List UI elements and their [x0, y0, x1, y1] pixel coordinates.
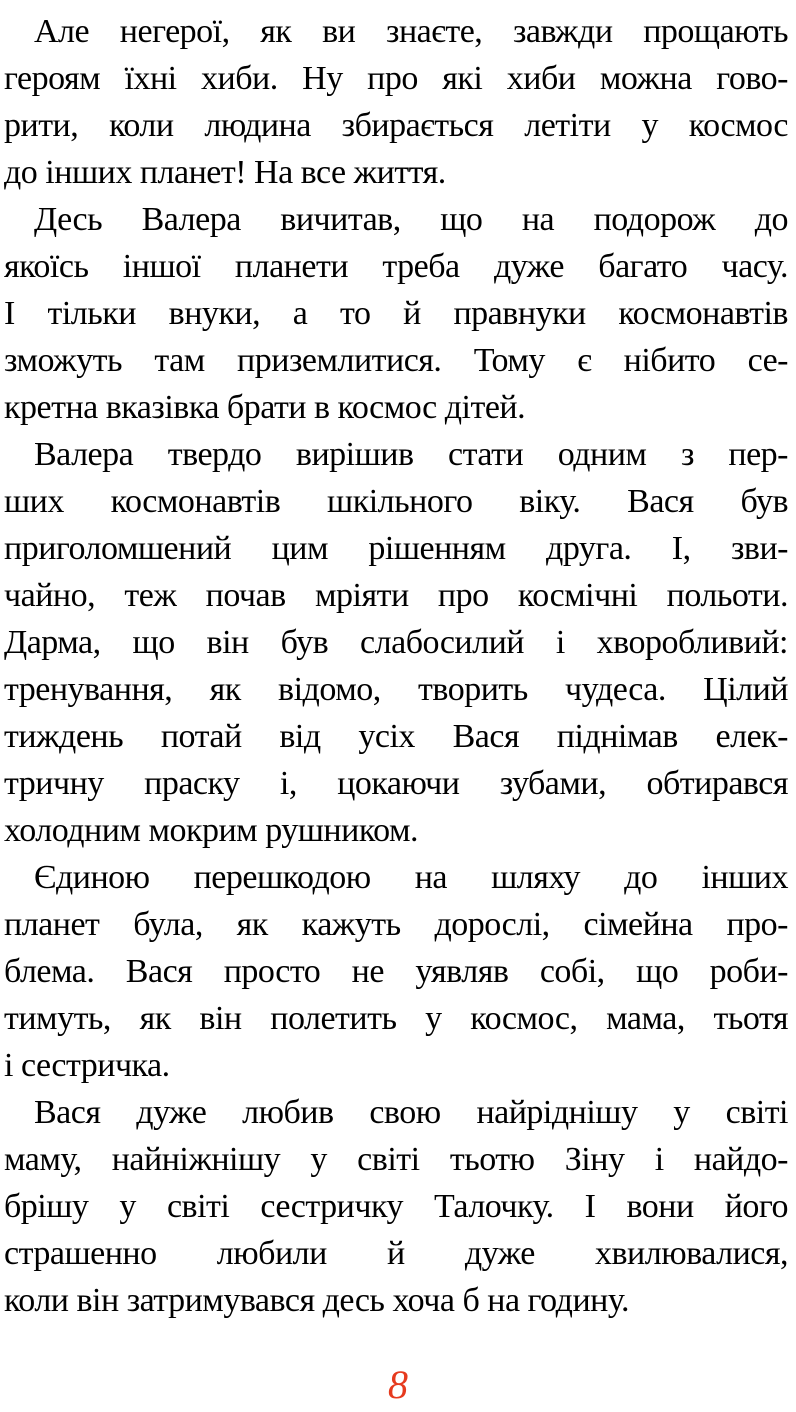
text-line: і сестричка.: [4, 1047, 170, 1084]
text-line: брішу у світі сестричку Талочку. І вони його: [4, 1188, 788, 1225]
text-line: зможуть там приземлитися. Тому є нібито се-: [4, 342, 788, 379]
text-line: тиждень потай від усіх Вася піднімав елек-: [4, 718, 788, 755]
paragraph-2: [4, 196, 788, 431]
text-line: тричну праску і, цокаючи зубами, обтирався: [4, 765, 788, 802]
text-line: маму, найніжнішу у світі тьотю Зіну і найдо-: [4, 1141, 788, 1178]
paragraph-4: [4, 854, 788, 1089]
text-line: ших космонавтів шкільного віку. Вася був: [4, 483, 788, 520]
text-line: тренування, як відомо, творить чудеса. Цілий: [4, 671, 788, 708]
text-line: кретна вказівка брати в космос дітей.: [4, 389, 526, 426]
text-line: І тільки внуки, а то й правнуки космонавтів: [4, 295, 788, 332]
text-line: тимуть, як він полетить у космос, мама, тьотя: [4, 1000, 788, 1037]
text-line: якоїсь іншої планети треба дуже багато часу.: [4, 248, 788, 285]
text-line: Єдиною перешкодою на шляху до інших: [34, 859, 788, 896]
text-line: Десь Валера вичитав, що на подорож до: [34, 201, 788, 238]
text-line: чайно, теж почав мріяти про космічні польоти.: [4, 577, 788, 614]
text-line: блема. Вася просто не уявляв собі, що роби-: [4, 953, 788, 990]
text-line: героям їхні хиби. Ну про які хиби можна гово-: [4, 60, 788, 97]
text-line: страшенно любили й дуже хвилювалися,: [4, 1235, 788, 1272]
text-line: Дарма, що він був слабосилий і хворобливий:: [4, 624, 788, 661]
text-line: приголомшений цим рішенням друга. І, зви-: [4, 530, 788, 567]
text-line: рити, коли людина збирається летіти у космос: [4, 107, 788, 144]
text-line: коли він затримувався десь хоча б на годину.: [4, 1282, 629, 1319]
text-line: Вася дуже любив свою найріднішу у світі: [34, 1094, 788, 1131]
text-line: Але негерої, як ви знаєте, завжди прощають: [34, 13, 788, 50]
paragraph-3: [4, 431, 788, 854]
text-line: до інших планет! На все життя.: [4, 154, 446, 191]
text-line: Валера твердо вирішив стати одним з пер-: [34, 436, 788, 473]
text-line: планет була, як кажуть дорослі, сімейна про-: [4, 906, 788, 943]
paragraph-1: [4, 8, 788, 196]
page-number: 8: [388, 1362, 408, 1407]
paragraph-5: [4, 1089, 788, 1324]
text-line: холодним мокрим рушником.: [4, 812, 418, 849]
